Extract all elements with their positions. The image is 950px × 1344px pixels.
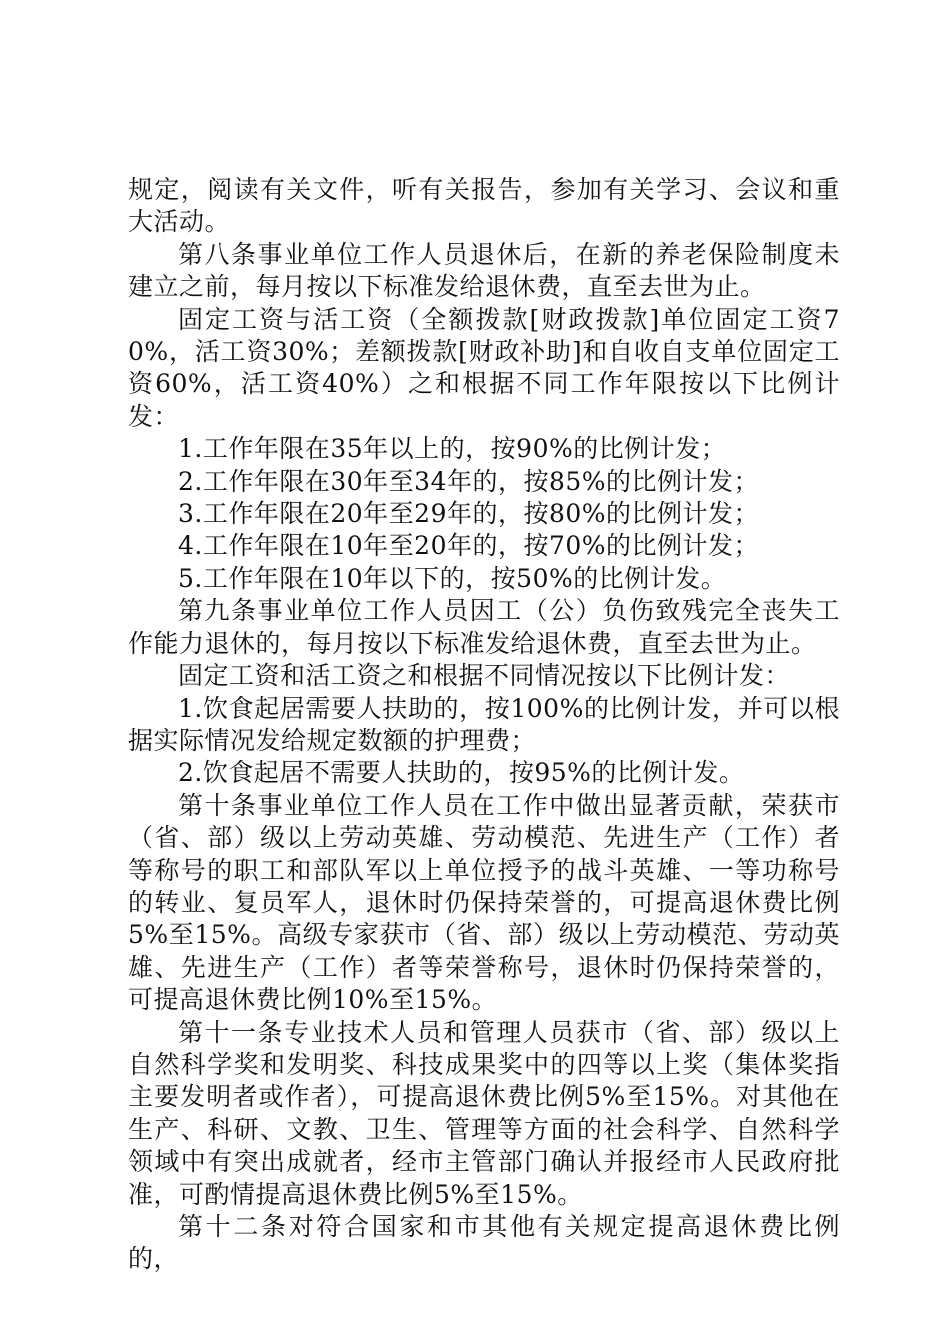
list-item: 1.工作年限在35年以上的，按90%的比例计发；: [178, 434, 727, 464]
paragraph: 固定工资与活工资（全额拨款[财政拨款]单位固定工资70%，活工资30%；差额拨款[财政补助]和自收自支单位固定工资60%，活工资40%）之和根据不同工作年限按以下比例计发：: [128, 304, 840, 431]
paragraph: 固定工资和活工资之和根据不同情况按以下比例计发：: [178, 661, 791, 691]
paragraph: 规定，阅读有关文件，听有关报告，参加有关学习、会议和重大活动。: [128, 175, 840, 237]
list-item: 2.工作年限在30年至34年的，按85%的比例计发；: [178, 466, 760, 496]
paragraph-article-12: 第十二条对符合国家和市其他有关规定提高退休费比例的，: [128, 1212, 840, 1274]
list-item: 4.工作年限在10年至20年的，按70%的比例计发；: [178, 531, 760, 561]
list-item: 2.饮食起居不需要人扶助的，按95%的比例计发。: [178, 758, 745, 788]
paragraph-article-8: 第八条事业单位工作人员退休后，在新的养老保险制度未建立之前，每月按以下标准发给退休费，直至去世为止。: [128, 239, 840, 302]
list-item: 3.工作年限在20年至29年的，按80%的比例计发；: [178, 499, 760, 529]
paragraph-article-11: 第十一条专业技术人员和管理人员获市（省、部）级以上自然科学奖和发明奖、科技成果奖中的四等以上奖（集体奖指主要发明者或作者），可提高退休费比例5%至15%。对其他在生产、科研、文教、卫生、管理等方面的社会科学、自然科学领域中有突出成就者，经市主管部门确认并报经市人民政府批准，可酌情提高退休费比例5%至15%。: [128, 1017, 840, 1209]
list-item: 5.工作年限在10年以下的，按50%的比例计发。: [178, 563, 727, 593]
paragraph-article-9: 第九条事业单位工作人员因工（公）负伤致残完全丧失工作能力退休的，每月按以下标准发给退休费，直至去世为止。: [128, 596, 840, 658]
document-body: [128, 174, 840, 1276]
paragraph-article-10: 第十条事业单位工作人员在工作中做出显著贡献，荣获市（省、部）级以上劳动英雄、劳动模范、先进生产（工作）者等称号的职工和部队军以上单位授予的战斗英雄、一等功称号的转业、复员军人，退休时仍保持荣誉的，可提高退休费比例5%至15%。高级专家获市（省、部）级以上劳动模范、劳动英雄、先进生产（工作）者等荣誉称号，退休时仍保持荣誉的，可提高退休费比例10%至15%。: [128, 790, 840, 1015]
list-item: 1.饮食起居需要人扶助的，按100%的比例计发，并可以根据实际情况发给规定数额的护理费；: [128, 693, 840, 755]
